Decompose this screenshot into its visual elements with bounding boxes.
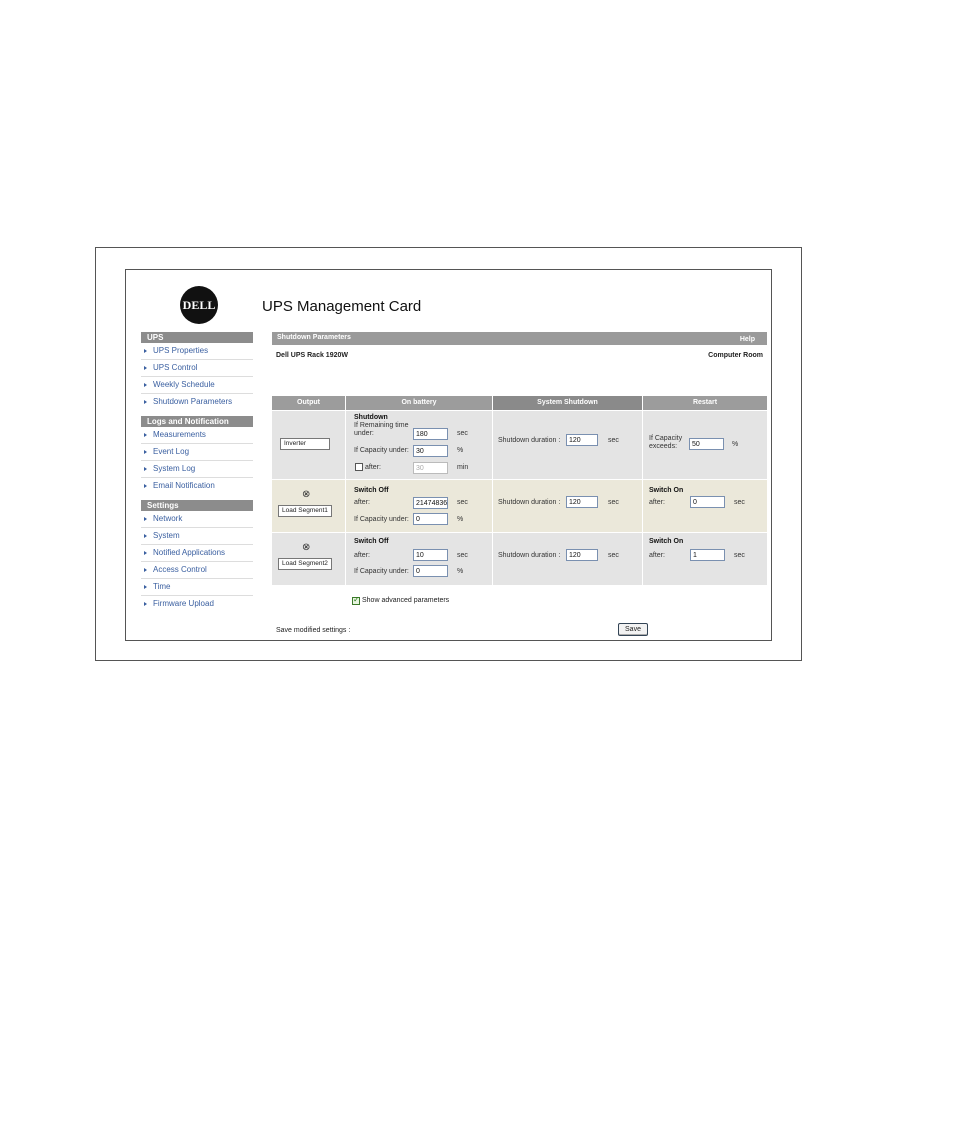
col-header-restart: Restart [643, 396, 767, 410]
switch-off-capacity-unit: % [457, 568, 464, 575]
dell-logo [180, 286, 218, 324]
output-load-segment-2-field[interactable]: Load Segment2 [278, 558, 332, 570]
capacity-under-input[interactable]: 30 [413, 445, 448, 457]
column-divider [345, 411, 346, 479]
sidebar-item-email-notification[interactable]: Email Notification [141, 478, 253, 494]
switch-off-capacity-input[interactable]: 0 [413, 513, 448, 525]
sidebar-item-time[interactable]: Time [141, 579, 253, 596]
save-settings-label: Save modified settings : [276, 627, 351, 634]
advanced-parameters-checkbox[interactable] [352, 597, 360, 605]
nav-heading-logs: Logs and Notification [141, 416, 253, 427]
column-divider [345, 533, 346, 585]
column-divider [492, 480, 493, 532]
capacity-under-label: If Capacity under: [354, 447, 409, 454]
switch-off-after-label: after: [354, 499, 370, 506]
capacity-under-unit: % [457, 447, 464, 454]
sidebar-nav [141, 332, 253, 618]
sidebar-item-firmware-upload[interactable]: Firmware Upload [141, 596, 253, 612]
switch-on-heading: Switch On [649, 538, 684, 545]
switch-off-heading: Switch Off [354, 538, 389, 545]
remaining-time-unit: sec [457, 430, 468, 437]
plug-icon: ⊗ [302, 542, 311, 553]
nav-group-ups [141, 332, 253, 410]
shutdown-grid [272, 396, 767, 585]
help-link[interactable]: Help [739, 336, 755, 343]
grid-header [272, 396, 767, 410]
shutdown-duration-unit: sec [608, 437, 619, 444]
switch-off-after-input[interactable]: 21474836 [413, 497, 448, 509]
column-divider [642, 533, 643, 585]
switch-off-after-input[interactable]: 10 [413, 549, 448, 561]
sidebar-item-shutdown-parameters[interactable]: Shutdown Parameters [141, 394, 253, 410]
nav-group-logs [141, 416, 253, 494]
switch-off-capacity-unit: % [457, 516, 464, 523]
table-row-inverter [272, 410, 767, 479]
col-header-system-shutdown: System Shutdown [493, 396, 642, 410]
switch-on-after-label: after: [649, 552, 665, 559]
shutdown-duration-label: Shutdown duration : [498, 552, 561, 559]
switch-on-after-unit: sec [734, 499, 745, 506]
sidebar-item-system-log[interactable]: System Log [141, 461, 253, 478]
capacity-exceeds-unit: % [732, 441, 739, 448]
advanced-parameters-label: Show advanced parameters [362, 597, 450, 604]
remaining-time-input[interactable]: 180 [413, 428, 448, 440]
shutdown-duration-input[interactable]: 120 [566, 549, 598, 561]
after-checkbox[interactable] [355, 463, 363, 471]
switch-off-capacity-input[interactable]: 0 [413, 565, 448, 577]
after-minutes-input[interactable]: 30 [413, 462, 448, 474]
sidebar-item-system[interactable]: System [141, 528, 253, 545]
switch-off-heading: Switch Off [354, 487, 389, 494]
column-divider [642, 480, 643, 532]
shutdown-duration-unit: sec [608, 552, 619, 559]
switch-off-capacity-label: If Capacity under: [354, 568, 409, 575]
switch-on-after-input[interactable]: 0 [690, 496, 725, 508]
column-divider [492, 533, 493, 585]
sidebar-item-weekly-schedule[interactable]: Weekly Schedule [141, 377, 253, 394]
table-row-load-segment-2 [272, 532, 767, 585]
sidebar-item-access-control[interactable]: Access Control [141, 562, 253, 579]
sidebar-item-ups-control[interactable]: UPS Control [141, 360, 253, 377]
shutdown-duration-label: Shutdown duration : [498, 437, 561, 444]
switch-off-after-label: after: [354, 552, 370, 559]
column-divider [642, 411, 643, 479]
nav-heading-ups: UPS [141, 332, 253, 343]
plug-icon: ⊗ [302, 489, 311, 500]
after-label: after: [365, 464, 381, 471]
device-name: Dell UPS Rack 1920W [276, 352, 348, 359]
battery-section-heading: Shutdown [354, 414, 388, 421]
shutdown-duration-input[interactable]: 120 [566, 496, 598, 508]
save-button[interactable]: Save [618, 623, 648, 636]
shutdown-duration-input[interactable]: 120 [566, 434, 598, 446]
after-minutes-unit: min [457, 464, 469, 471]
panel-title: Shutdown Parameters [277, 334, 351, 341]
col-header-on-battery: On battery [346, 396, 492, 410]
switch-on-after-label: after: [649, 499, 665, 506]
switch-on-after-unit: sec [734, 552, 745, 559]
col-header-output: Output [272, 396, 345, 410]
ups-web-page [125, 269, 772, 641]
device-location: Computer Room [708, 352, 763, 359]
nav-heading-settings: Settings [141, 500, 253, 511]
switch-on-after-input[interactable]: 1 [690, 549, 725, 561]
app-title: UPS Management Card [262, 298, 422, 315]
sidebar-item-notified-applications[interactable]: Notified Applications [141, 545, 253, 562]
switch-off-capacity-label: If Capacity under: [354, 516, 409, 523]
output-load-segment-1-field[interactable]: Load Segment1 [278, 505, 332, 517]
switch-off-after-unit: sec [457, 552, 468, 559]
capacity-exceeds-label: If Capacity exceeds: [649, 435, 683, 450]
sidebar-item-ups-properties[interactable]: UPS Properties [141, 343, 253, 360]
switch-on-heading: Switch On [649, 487, 684, 494]
panel-header [272, 332, 767, 345]
column-divider [345, 480, 346, 532]
shutdown-duration-unit: sec [608, 499, 619, 506]
column-divider [492, 411, 493, 479]
sidebar-item-event-log[interactable]: Event Log [141, 444, 253, 461]
output-inverter-field[interactable]: Inverter [280, 438, 330, 450]
nav-group-settings [141, 500, 253, 612]
remaining-time-label: If Remaining time under: [354, 422, 409, 437]
sidebar-item-measurements[interactable]: Measurements [141, 427, 253, 444]
dell-logo-text: DELL [182, 297, 216, 312]
switch-off-after-unit: sec [457, 499, 468, 506]
table-row-load-segment-1 [272, 479, 767, 532]
shutdown-duration-label: Shutdown duration : [498, 499, 561, 506]
capacity-exceeds-input[interactable]: 50 [689, 438, 724, 450]
sidebar-item-network[interactable]: Network [141, 511, 253, 528]
